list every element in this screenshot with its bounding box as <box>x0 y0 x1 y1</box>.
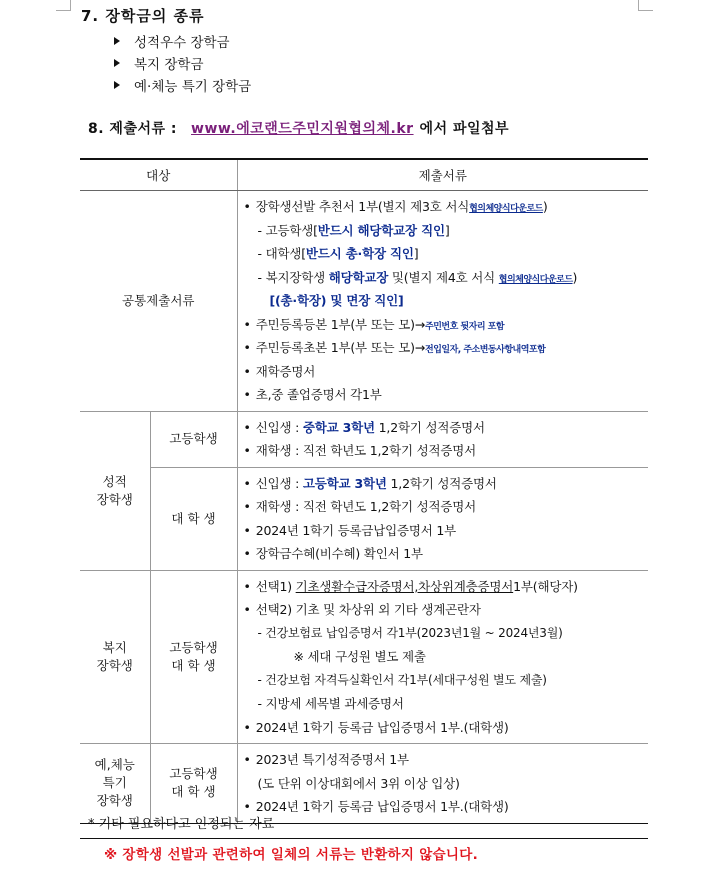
list-item: 복지 장학금 <box>114 52 251 74</box>
list-item: - 지방세 세목별 과세증명서 <box>257 696 404 711</box>
list-item: • 주민등록초본 1부(부 또는 모)→전입일자, 주소변동사항내역포함 <box>244 336 643 360</box>
list-item: - 건강보험료 납입증명서 각1부(2023년1월 ~ 2024년3월) <box>257 625 563 640</box>
list-item: • 주민등록등본 1부(부 또는 모)→주민번호 뒷자리 포함 <box>244 313 643 337</box>
list-item: [(총·학장) 및 면장 직인] <box>269 293 404 308</box>
scholarship-types-list <box>114 30 251 96</box>
welfare-documents <box>237 570 648 744</box>
list-item: • 장학금수혜(비수혜) 확인서 1부 <box>244 542 643 566</box>
footnote: * 기타 필요하다고 인정되는 자료 <box>88 817 275 832</box>
list-item: • 신입생 : 중학교 3학년 1,2학기 성적증명서 <box>244 416 643 440</box>
category-merit: 성적 장학생 <box>80 411 150 570</box>
table-row <box>80 467 648 570</box>
common-documents <box>237 191 648 412</box>
list-item: • 재학생 : 직전 학년도 1,2학기 성적증명서 <box>244 439 643 463</box>
list-item: 예·체능 특기 장학금 <box>114 74 251 96</box>
header-documents: 제출서류 <box>237 159 648 191</box>
list-item: - 대학생[반드시 총·학장 직인] <box>257 246 419 261</box>
documents-table <box>80 158 648 824</box>
subcategory-welfare: 고등학생 대 학 생 <box>150 570 237 744</box>
list-item: 성적우수 장학금 <box>114 30 251 52</box>
list-item: ※ 세대 구성원 별도 제출 <box>293 649 426 664</box>
section7-title: 7. 장학금의 종류 <box>81 7 205 25</box>
category-arts: 예,체능 특기 장학생 <box>80 744 150 824</box>
list-item: • 2023년 특기성적증명서 1부 <box>244 748 643 772</box>
table-row <box>80 570 648 744</box>
subcategory-college: 대 학 생 <box>150 467 237 570</box>
list-item: - 고등학생[반드시 해당학교장 직인] <box>257 222 450 238</box>
category-welfare: 복지 장학생 <box>80 570 150 744</box>
section8-heading: 8. 제출서류 : www.에코랜드주민지원협의체.kr 에서 파일첨부 <box>88 121 510 137</box>
divider <box>80 838 648 839</box>
list-item: • 초,중 졸업증명서 각1부 <box>244 383 643 407</box>
list-item: - 건강보험 자격득실확인서 각1부(세대구성원 별도 제출) <box>257 672 547 687</box>
triangle-bullet-icon <box>114 59 120 67</box>
list-item: • 선택2) 기초 및 차상위 외 기타 생계곤란자 <box>244 598 643 622</box>
category-common: 공통제출서류 <box>80 191 237 412</box>
merit-high-documents <box>237 411 648 467</box>
triangle-bullet-icon <box>114 81 120 89</box>
list-item: • 2024년 1학기 등록금 납입증명서 1부.(대학생) <box>244 716 643 740</box>
triangle-bullet-icon <box>114 37 120 45</box>
merit-college-documents <box>237 467 648 570</box>
website-link[interactable]: www.에코랜드주민지원협의체.kr <box>191 121 414 137</box>
form-download-link[interactable]: 협의체양식다운로드 <box>469 204 543 214</box>
arts-documents <box>237 744 648 824</box>
header-target: 대상 <box>80 159 237 191</box>
subcategory-arts: 고등학생 대 학 생 <box>150 744 237 824</box>
form-download-link[interactable]: 협의체양식다운로드 <box>498 274 573 285</box>
crop-mark-left <box>56 0 71 11</box>
list-item: - 복지장학생 해당학교장 및(별지 제4호 서식 협의체양식다운로드) <box>257 269 578 285</box>
table-row <box>80 411 648 467</box>
list-item: • 2024년 1학기 등록금납입증명서 1부 <box>244 519 643 543</box>
list-item: • 재학증명서 <box>244 360 643 384</box>
list-item: • 신입생 : 고등학교 3학년 1,2학기 성적증명서 <box>244 472 643 496</box>
table-header-row <box>80 159 648 191</box>
warning-text: ※ 장학생 선발과 관련하여 일체의 서류는 반환하지 않습니다. <box>104 847 479 863</box>
crop-mark-right <box>638 0 653 11</box>
list-item: • 재학생 : 직전 학년도 1,2학기 성적증명서 <box>244 495 643 519</box>
list-item: (도 단위 이상대회에서 3위 이상 입상) <box>257 775 460 791</box>
table-row <box>80 191 648 412</box>
list-item: • 2024년 1학기 등록금 납입증명서 1부.(대학생) <box>244 795 643 819</box>
table-row <box>80 744 648 824</box>
list-item: • 장학생선발 추천서 1부(별지 제3호 서식협의체양식다운로드) <box>244 195 643 219</box>
list-item: • 선택1) 기초생활수급자증명서,차상위계층증명서1부(해당자) <box>244 575 643 599</box>
subcategory-high: 고등학생 <box>150 411 237 467</box>
